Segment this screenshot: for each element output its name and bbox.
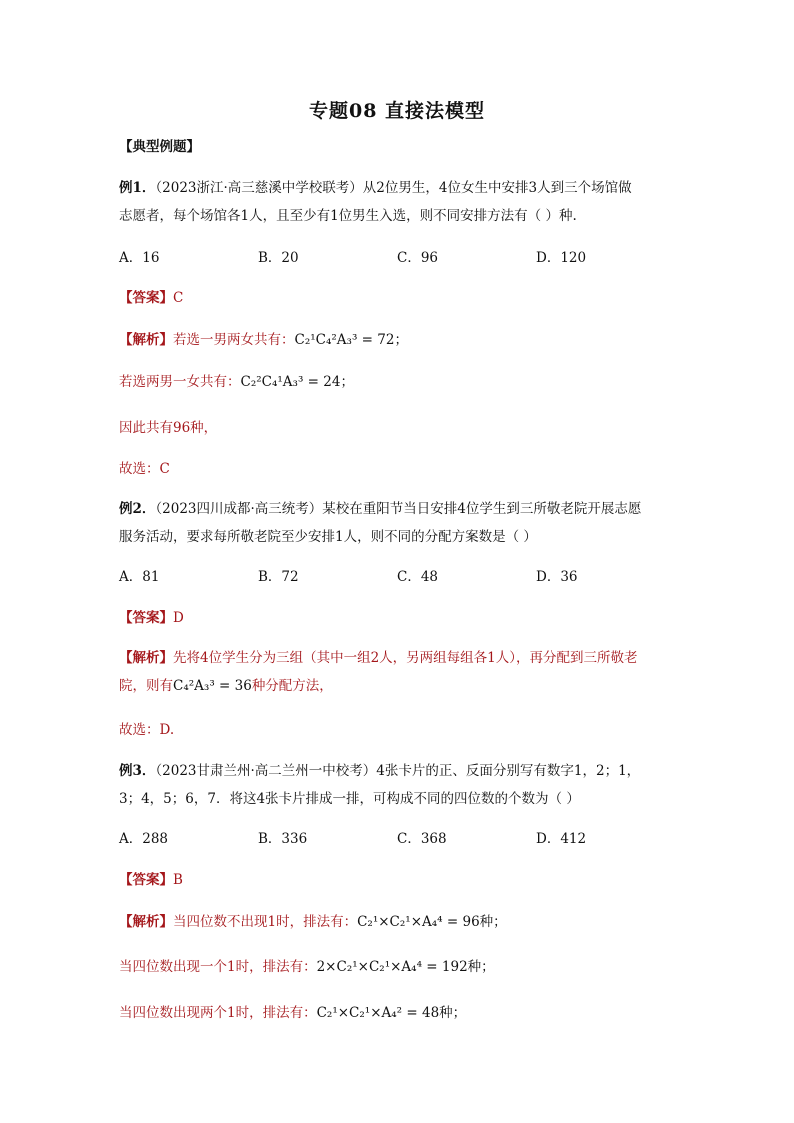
- ex3-option-b: B．336: [258, 831, 308, 847]
- ex2-option-a: A．81: [119, 569, 160, 585]
- ex3-label: 例3．: [119, 763, 156, 779]
- ex3-formula3: C₂¹×C₂¹×A₄² = 48种；: [316, 1005, 467, 1021]
- ex1-option-b: B．20: [258, 250, 299, 266]
- ex3-analysis-line3: 当四位数出现两个1时，排法有：C₂¹×C₂¹×A₄² = 48种；: [119, 1005, 467, 1021]
- ex2-option-d: D．36: [536, 569, 578, 585]
- ex1-analysis-line3: 因此共有96种，: [119, 420, 218, 436]
- ex1-analysis-line1: 【解析】若选一男两女共有：C₂¹C₄²A₃³ = 72；: [119, 332, 408, 348]
- ex3-formula1: C₂¹×C₂¹×A₄⁴ = 96种；: [357, 914, 507, 930]
- ex3-answer: 【答案】B: [119, 872, 183, 888]
- ex3-analysis-line1: 【解析】当四位数不出现1时，排法有：C₂¹×C₂¹×A₄⁴ = 96种；: [119, 914, 507, 930]
- page-title: 专题08 直接法模型: [308, 100, 486, 122]
- ex1-answer: 【答案】C: [119, 290, 184, 306]
- ex2-question-line2: 服务活动，要求每所敬老院至少安排1人，则不同的分配方案数是（ ）: [119, 529, 537, 545]
- ex2-option-b: B．72: [258, 569, 299, 585]
- ex1-analysis-line4: 故选：C: [119, 461, 170, 477]
- ex1-option-a: A．16: [119, 250, 160, 266]
- ex1-option-c: C．96: [397, 250, 439, 266]
- ex1-label: 例1．: [119, 180, 156, 196]
- ex1-analysis-line2: 若选两男一女共有：C₂²C₄¹A₃³ = 24；: [119, 374, 354, 390]
- ex3-option-a: A．288: [119, 831, 169, 847]
- ex1-formula1: C₂¹C₄²A₃³ = 72；: [294, 332, 408, 348]
- ex3-question-line1: 例3．（2023甘肃兰州·高二兰州一中校考）4张卡片的正、反面分别写有数字1，2；1，: [119, 763, 641, 779]
- ex2-option-c: C．48: [397, 569, 439, 585]
- ex1-question-line1: 例1．（2023浙江·高三慈溪中学校联考）从2位男生，4位女生中安排3人到三个场馆做: [119, 180, 632, 196]
- ex3-option-d: D．412: [536, 831, 587, 847]
- ex1-formula2: C₂²C₄¹A₃³ = 24；: [240, 374, 354, 390]
- ex3-option-c: C．368: [397, 831, 447, 847]
- ex1-question-line2: 志愿者，每个场馆各1人，且至少有1位男生入选，则不同安排方法有（ ）种.: [119, 208, 577, 224]
- ex2-formula: C₄²A₃³ = 36: [173, 678, 252, 694]
- ex3-analysis-line2: 当四位数出现一个1时，排法有：2×C₂¹×C₂¹×A₄⁴ = 192种；: [119, 959, 495, 975]
- ex1-option-d: D．120: [536, 250, 587, 266]
- ex2-analysis-line3: 故选：D.: [119, 722, 175, 738]
- ex2-analysis-line2: 院，则有C₄²A₃³ = 36种分配方法，: [119, 678, 333, 694]
- ex3-formula2: 2×C₂¹×C₂¹×A₄⁴ = 192种；: [316, 959, 495, 975]
- section-heading: 【典型例题】: [119, 139, 200, 155]
- ex2-label: 例2．: [119, 501, 156, 517]
- ex2-analysis-line1: 【解析】先将4位学生分为三组（其中一组2人，另两组每组各1人），再分配到三所敬老: [119, 650, 638, 666]
- ex2-question-line1: 例2．（2023四川成都·高三统考）某校在重阳节当日安排4位学生到三所敬老院开展志愿: [119, 501, 642, 517]
- ex3-question-line2: 3；4，5；6，7．将这4张卡片排成一排，可构成不同的四位数的个数为（ ）: [119, 791, 580, 807]
- ex2-answer: 【答案】D: [119, 610, 184, 626]
